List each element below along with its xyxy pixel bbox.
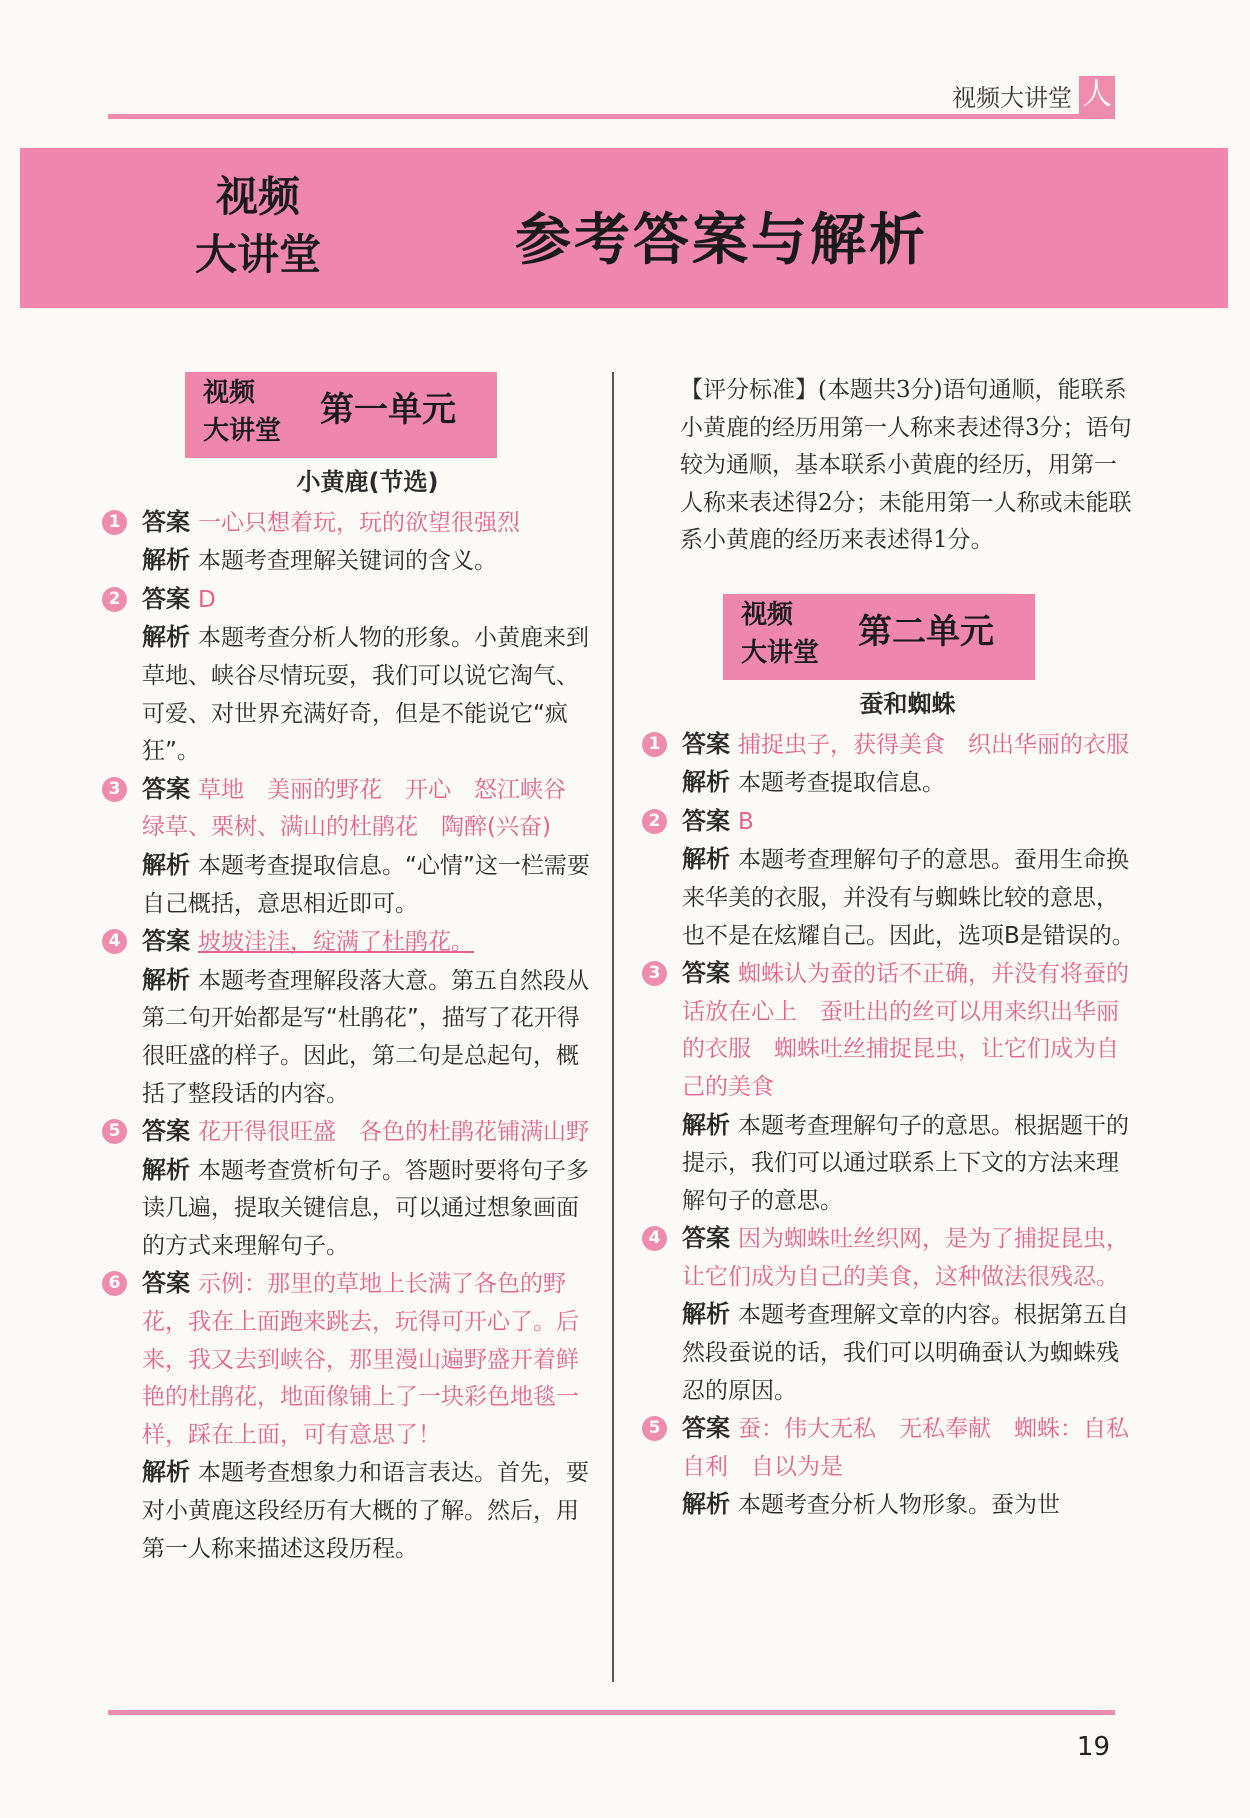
answer-label: 答案 (142, 1117, 190, 1146)
unit-logo (203, 374, 281, 450)
analysis-text: 本题考查理解关键词的含义。 (198, 548, 497, 575)
analysis-label: 解析 (142, 1458, 190, 1487)
lesson-title: 小黄鹿(节选) (296, 468, 439, 496)
answer-item (108, 1113, 595, 1265)
answer-label: 答案 (682, 1224, 730, 1253)
analysis-text: 本题考查理解文章的内容。根据第五自然段蚕说的话，我们可以明确蚕认为蜘蛛残忍的原因。 (682, 1302, 1129, 1404)
answer-text: 蜘蛛认为蚕的话不正确，并没有将蚕的话放在心上 蚕吐出的丝可以用来织出华丽的衣服 蜘蛛吐丝捕捉昆虫，让它们成为自己的美食 (682, 961, 1129, 1100)
unit-logo-line2: 大讲堂 (741, 637, 820, 668)
unit-box-1 (185, 372, 497, 458)
analysis-text: 本题考查理解段落大意。第五自然段从第二句开始都是写“杜鹃花”，描写了花开得很旺盛的样子。因此，第二句是总起句，概括了整段话的内容。 (142, 967, 589, 1107)
item-number: 5 (102, 1119, 127, 1144)
item-number: 5 (642, 1416, 667, 1441)
answer-item (108, 1265, 595, 1568)
answer-text: 一心只想着玩，玩的欲望很强烈 (198, 509, 520, 536)
analysis-label: 解析 (682, 1490, 730, 1519)
header-title: 视频大讲堂 (952, 84, 1072, 112)
answer-item (648, 1410, 1135, 1525)
item-number: 1 (102, 510, 127, 535)
answer-text: 因为蜘蛛吐丝织网，是为了捕捉昆虫，让它们成为自己的美食，这种做法很残忍。 (682, 1226, 1129, 1290)
answer-text: 捕捉虫子，获得美食 织出华丽的衣服 (738, 731, 1129, 758)
answer-label: 答案 (142, 584, 190, 613)
answer-label: 答案 (682, 959, 730, 988)
analysis-label: 解析 (682, 1300, 730, 1329)
answer-item (108, 923, 595, 1113)
answer-label: 答案 (682, 806, 730, 835)
analysis-label: 解析 (142, 850, 190, 879)
answer-text: 花开得很旺盛 各色的杜鹃花铺满山野 (198, 1119, 589, 1146)
header-badge: 人 (1079, 76, 1115, 114)
answer-label: 答案 (682, 1414, 730, 1443)
answer-item (648, 726, 1135, 803)
analysis-text: 本题考查赏析句子。答题时要将句子多读几遍，提取关键信息，可以通过想象画面的方式来理解句子。 (142, 1157, 589, 1259)
unit-logo-line1: 视频 (203, 378, 256, 408)
item-number: 2 (102, 587, 127, 612)
unit-logo-line1: 视频 (741, 599, 794, 630)
footer-rule (108, 1710, 1115, 1715)
analysis-text: 本题考查分析人物形象。蚕为世 (738, 1492, 1060, 1519)
banner-logo-line1: 视频 (216, 172, 301, 221)
item-number: 3 (102, 777, 127, 802)
answer-item (648, 955, 1135, 1220)
answer-item (108, 581, 595, 771)
analysis-text: 本题考查想象力和语言表达。首先，要对小黄鹿这段经历有大概的了解。然后，用第一人称来描述这段历程。 (142, 1460, 589, 1562)
answer-label: 答案 (142, 927, 190, 956)
banner (20, 148, 1228, 308)
answer-label: 答案 (682, 729, 730, 758)
analysis-label: 解析 (682, 1110, 730, 1139)
banner-logo (195, 168, 321, 284)
answer-text: D (198, 586, 216, 613)
analysis-text: 本题考查分析人物的形象。小黄鹿来到草地、峡谷尽情玩耍，我们可以说它淘气、可爱、对世界充满好奇，但是不能说它“疯狂”。 (142, 625, 589, 765)
unit-logo-line2: 大讲堂 (203, 416, 282, 446)
answer-text: 示例：那里的草地上长满了各色的野花，我在上面跑来跳去，玩得可开心了。后来，我又去到峡谷，那里漫山遍野盛开着鲜艳的杜鹃花，地面像铺上了一块彩色地毯一样，踩在上面，可有意思了！ (142, 1271, 579, 1448)
item-number: 4 (642, 1226, 667, 1251)
lesson-title: 蚕和蜘蛛 (859, 689, 956, 718)
answer-text: 草地 美丽的野花 开心 怒江峡谷 绿草、栗树、满山的杜鹃花 陶醉(兴奋) (142, 776, 589, 841)
answer-text: 坡坡洼洼，绽满了杜鹃花。 (198, 929, 474, 956)
analysis-label: 解析 (682, 768, 730, 797)
unit-title: 第一单元 (320, 390, 456, 430)
column-divider (612, 372, 614, 1682)
analysis-text: 本题考查提取信息。 (738, 770, 945, 797)
analysis-label: 解析 (682, 845, 730, 874)
item-number: 6 (102, 1271, 127, 1296)
item-number: 1 (642, 732, 667, 757)
banner-logo-line2: 大讲堂 (195, 230, 322, 279)
answer-item (108, 771, 595, 923)
analysis-text: 本题考查理解句子的意思。根据题干的提示，我们可以通过联系上下文的方法来理解句子的意思。 (682, 1112, 1129, 1214)
unit-box-2 (723, 594, 1035, 680)
analysis-label: 解析 (142, 546, 190, 575)
answer-text: B (738, 808, 754, 835)
banner-title: 参考答案与解析 (515, 208, 928, 273)
item-number: 3 (642, 961, 667, 986)
answer-label: 答案 (142, 774, 190, 803)
answer-item (648, 803, 1135, 955)
analysis-label: 解析 (142, 965, 190, 994)
answer-item (108, 504, 595, 581)
answer-text: 蚕：伟大无私 无私奉献 蜘蛛：自私自利 自以为是 (682, 1416, 1129, 1480)
unit-title: 第二单元 (858, 611, 994, 652)
right-column (648, 372, 1135, 1525)
answer-item (648, 1220, 1135, 1410)
left-column (108, 372, 595, 1568)
answer-label: 答案 (142, 507, 190, 536)
analysis-text: 本题考查提取信息。“心情”这一栏需要自己概括，意思相近即可。 (142, 852, 590, 917)
analysis-label: 解析 (142, 623, 190, 652)
unit-logo (741, 596, 819, 672)
score-note: 【评分标准】(本题共3分)语句通顺，能联系小黄鹿的经历用第一人称来表述得3分；语句较为通顺，基本联系小黄鹿的经历，用第一人称来表述得2分；未能用第一人称或未能联系小黄鹿的经历来表述得1分。 (680, 377, 1132, 554)
analysis-label: 解析 (142, 1155, 190, 1184)
analysis-text: 本题考查理解句子的意思。蚕用生命换来华美的衣服，并没有与蜘蛛比较的意思，也不是在炫耀自己。因此，选项B是错误的。 (682, 847, 1135, 949)
item-number: 4 (102, 929, 127, 954)
page-number: 19 (1076, 1732, 1110, 1762)
header-rule (108, 114, 1115, 119)
answer-label: 答案 (142, 1269, 190, 1298)
item-number: 2 (642, 809, 667, 834)
